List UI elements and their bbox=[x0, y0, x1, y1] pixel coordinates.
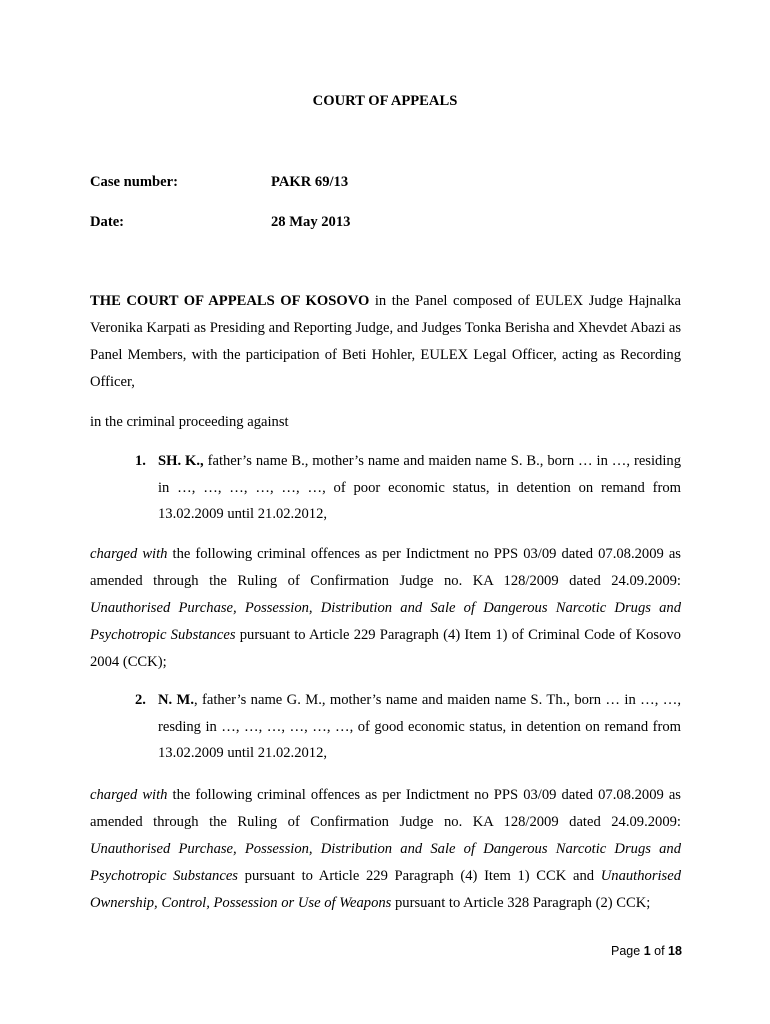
charge-text: pursuant to Article 328 Paragraph (2) CCK; bbox=[391, 895, 651, 911]
charged-with-italic: charged with bbox=[90, 787, 168, 803]
charged-with-italic: charged with bbox=[90, 546, 168, 562]
offence-italic: Unauthorised Purchase, Possession, Distribution and Sale of Dangerous Narcotic Drugs and Psychotropic Substances bbox=[90, 600, 681, 643]
accused-details: father’s name B., mother’s name and maiden name S. B., born … in …, residing in …, …, …, …, …, …, of poor economic status, in detention on remand from 13.02.2009 until 21.02.2012, bbox=[158, 453, 681, 522]
page-footer bbox=[611, 944, 681, 958]
charge-text: the following criminal offences as per Indictment no PPS 03/09 dated 07.08.2009 as amended through the Ruling of Confirmation Judge no. KA 128/2009 dated 24.09.2009: bbox=[90, 546, 681, 589]
accused-name: N. M. bbox=[158, 692, 194, 708]
intro-text: in the Panel composed of EULEX Judge Hajnalka Veronika Karpati as Presiding and Reporting Judge, and Judges Tonka Berisha and Xhevdet Abazi as Panel Members, with the participation of Beti Hohler, EULEX Legal Officer, acting as Recording Officer, bbox=[90, 293, 681, 390]
accused-item bbox=[135, 448, 681, 528]
date-label: Date: bbox=[90, 214, 125, 230]
accused-item bbox=[135, 687, 681, 767]
charge-text: the following criminal offences as per Indictment no PPS 03/09 dated 07.08.2009 as amended through the Ruling of Confirmation Judge no. KA 128/2009 dated 24.09.2009: bbox=[90, 787, 681, 830]
date-value: 28 May 2013 bbox=[271, 214, 351, 230]
page-word: Page bbox=[611, 944, 641, 958]
accused-number: 1. bbox=[135, 453, 146, 469]
intro-paragraph bbox=[90, 288, 681, 396]
offence-italic: Unauthorised Ownership, Control, Possession or Use of Weapons bbox=[90, 868, 681, 911]
accused-details: , father’s name G. M., mother’s name and maiden name S. Th., born … in …, …, resding in …, …, …, …, …, …, of good economic status, in detention on remand from 13.02.2009 until 21.02.2012, bbox=[158, 692, 681, 761]
case-number-value: PAKR 69/13 bbox=[271, 174, 349, 190]
charge-paragraph bbox=[90, 541, 681, 676]
accused-number: 2. bbox=[135, 692, 146, 708]
court-title: COURT OF APPEALS bbox=[312, 93, 458, 109]
offence-italic: Unauthorised Purchase, Possession, Distribution and Sale of Dangerous Narcotic Drugs and Psychotropic Substances bbox=[90, 841, 681, 884]
total-pages: 18 bbox=[668, 944, 682, 958]
accused-name: SH. K., bbox=[158, 453, 204, 469]
page-number: 1 bbox=[643, 944, 651, 958]
case-number-label: Case number: bbox=[90, 174, 178, 190]
charge-text: pursuant to Article 229 Paragraph (4) Item 1) CCK and bbox=[237, 868, 601, 884]
proceeding-against-line: in the criminal proceeding against bbox=[90, 414, 289, 430]
charge-text: pursuant to Article 229 Paragraph (4) Item 1) of Criminal Code of Kosovo 2004 (CCK); bbox=[90, 627, 681, 670]
of-word: of bbox=[654, 944, 665, 958]
court-name-bold: THE COURT OF APPEALS OF KOSOVO bbox=[90, 293, 370, 309]
charge-paragraph bbox=[90, 782, 681, 917]
